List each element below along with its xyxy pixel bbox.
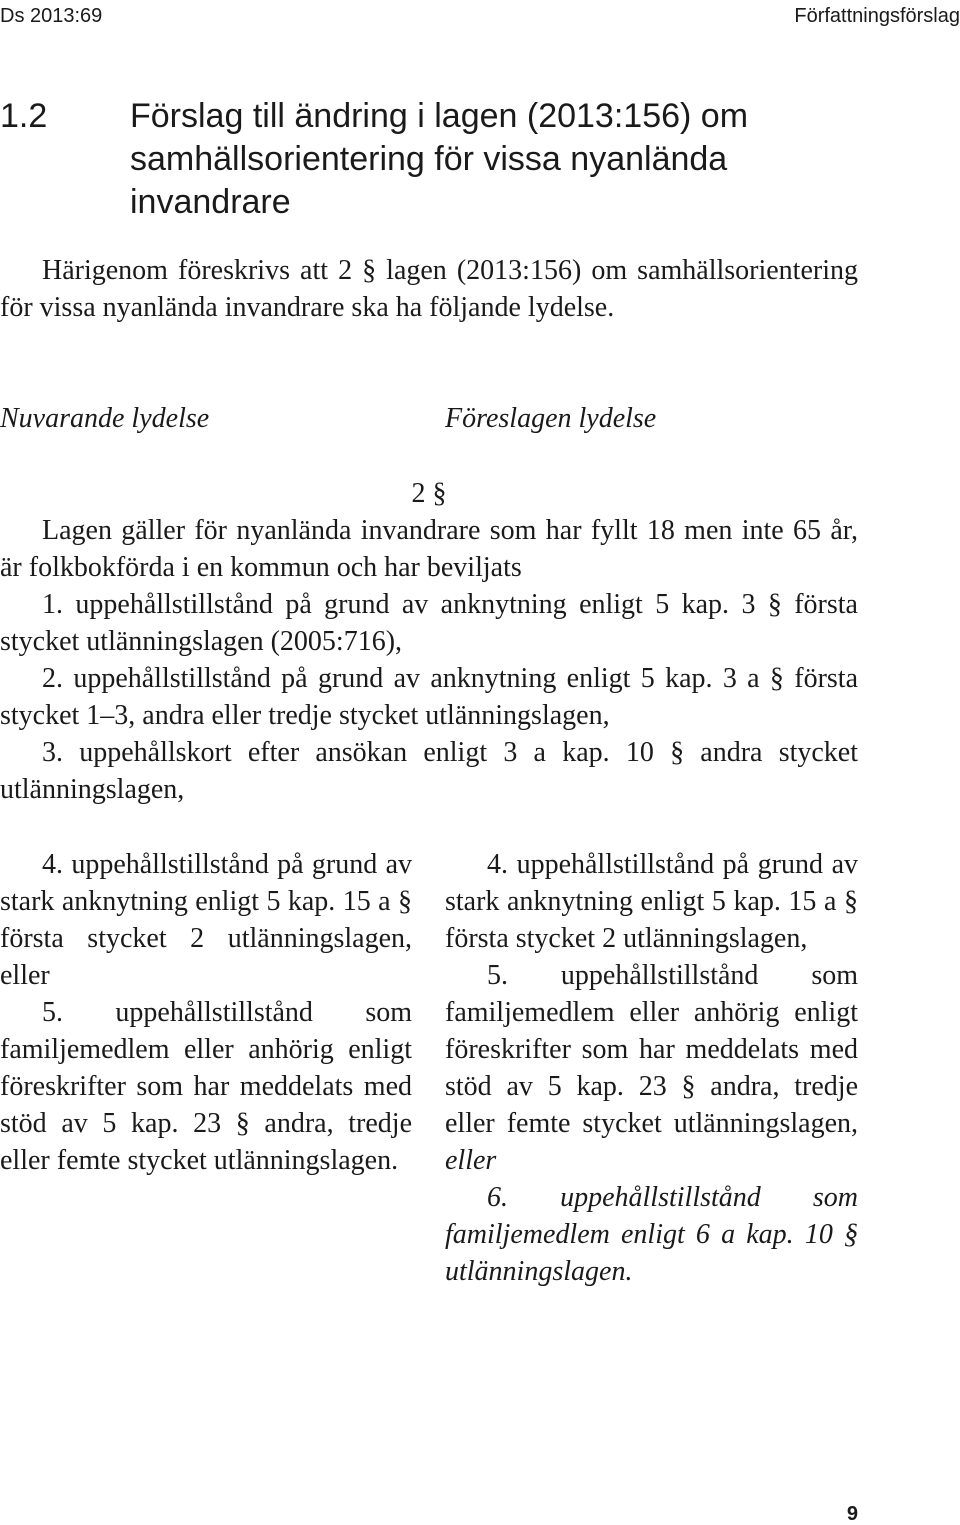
provision-item-3: 3. uppehållskort efter ansökan enligt 3 a kap. 10 § andra stycket utlänningslagen,: [0, 737, 858, 805]
section-heading: [0, 95, 960, 224]
header-document-id: Ds 2013:69: [0, 5, 103, 27]
proposed-item-4: 4. uppehållstillstånd på grund av stark anknytning enligt 5 kap. 15 a § första stycket 2 utlänningslagen,: [445, 849, 858, 954]
proposed-item-6: 6. uppehållstillstånd som familjemedlem enligt 6 a kap. 10 § utlänningslagen.: [445, 1182, 858, 1287]
page-number: 9: [846, 1503, 858, 1525]
heading-title: Förslag till ändring i lagen (2013:156) om samhällsorientering för vissa nyanlända invandrare: [130, 97, 749, 221]
heading-number: 1.2: [0, 97, 48, 135]
proposed-item-5-text: 5. uppehållstillstånd som familjemedlem eller anhörig enligt föreskrifter som har meddelats med stöd av 5 kap. 23 § andra, tredje eller femte stycket utlänningslagen,: [445, 960, 858, 1139]
header-section-title: Författningsförslag: [794, 5, 960, 27]
proposed-wording-column: [445, 846, 858, 1290]
provision-lead: Lagen gäller för nyanlända invandrare som har fyllt 18 men inte 65 år, är folkbokförda i en kommun och har beviljats: [0, 515, 858, 583]
current-item-5: 5. uppehållstillstånd som familjemedlem eller anhörig enligt föreskrifter som har meddelats med stöd av 5 kap. 23 § andra, tredje eller femte stycket utlänningslagen.: [0, 997, 412, 1176]
intro-text: Härigenom föreskrivs att 2 § lagen (2013:156) om samhällsorientering för vissa nyanlända invandrare ska ha följande lydelse.: [0, 255, 858, 323]
column-heading-current: Nuvarande lydelse: [0, 403, 210, 434]
shared-provision-text: [0, 512, 858, 808]
current-wording-column: [0, 846, 412, 1179]
column-heading-proposed: Föreslagen lydelse: [445, 403, 657, 434]
proposed-item-5: [445, 957, 858, 1179]
provision-item-2: 2. uppehållstillstånd på grund av anknytning enligt 5 kap. 3 a § första stycket 1–3, andra eller tredje stycket utlänningslagen,: [0, 663, 858, 731]
provision-item-1: 1. uppehållstillstånd på grund av anknytning enligt 5 kap. 3 § första stycket utlänningslagen (2005:716),: [0, 589, 858, 657]
intro-paragraph: [0, 252, 858, 326]
proposed-item-5-addition: eller: [445, 1145, 497, 1176]
current-item-4: 4. uppehållstillstånd på grund av stark anknytning enligt 5 kap. 15 a § första stycket 2 utlänningslagen, eller: [0, 849, 412, 991]
paragraph-number: 2 §: [411, 478, 447, 509]
